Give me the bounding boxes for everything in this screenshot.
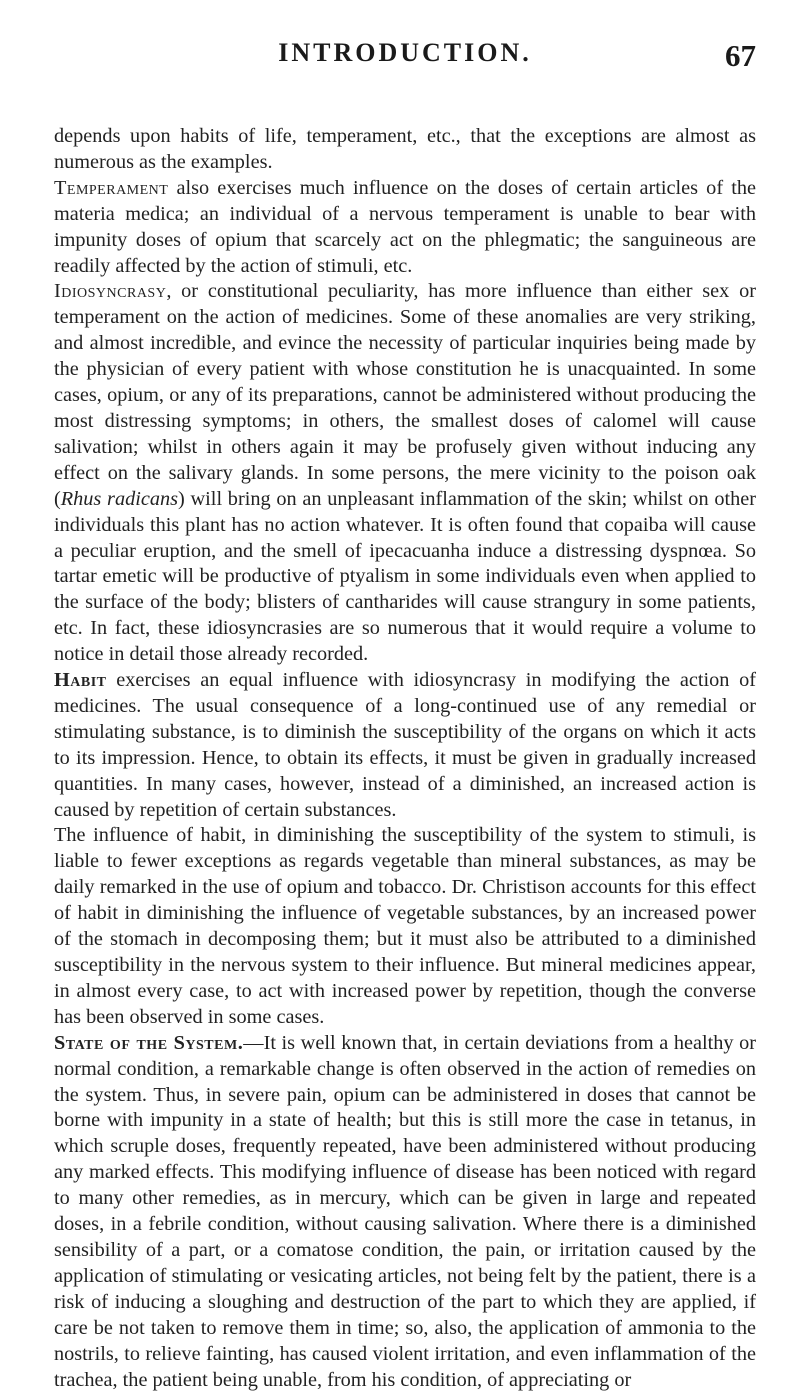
paragraph-state-of-system bbox=[54, 1031, 756, 1393]
paragraph-text-continued: ) will bring on an unpleasant inflammation of the skin; whilst on other individuals this plant has no action whatever. It is often found that copaiba will cause a peculiar eruption, and the smell of ipecacuanha induce a distressing dyspnœa. So tartar emetic will be productive of ptyalism in some individuals even when applied to the surface of the body; blisters of cantharides will cause strangury in some patients, etc. In fact, these idiosyncrasies are so numerous that it would require a volume to notice in detail those already recorded. bbox=[54, 487, 756, 666]
paragraph-text: The influence of habit, in diminishing the susceptibility of the system to stimuli, is liable to fewer exceptions as regards vegetable than mineral substances, as may be daily remarked in the use of opium and tobacco. Dr. Christison accounts for this effect of habit in diminishing the influence of vegetable substances, by an increased power of the stomach in decomposing them; but it must also be attributed to a diminished susceptibility in the nervous system to their influence. But mineral medicines appear, in almost every case, to act with increased power by repetition, though the converse has been observed in some cases. bbox=[54, 824, 756, 1028]
running-title: INTRODUCTION. bbox=[278, 38, 532, 67]
paragraph-text: exercises an equal influence with idiosyncrasy in modifying the action of medicines. The usual consequence of a long-continued use of any remedial or stimulating substance, is to diminish the susceptibility of the organs on which it acts to its impression. Hence, to obtain its effects, it must be given in gradually increased quantities. In many cases, however, instead of a diminished, an increased action is caused by repetition of certain substances. bbox=[54, 669, 756, 821]
paragraph-text: —It is well known that, in certain deviations from a healthy or normal condition, a remarkable change is often observed in the action of remedies on the system. Thus, in severe pain, opium can be administered in doses that cannot be borne with impunity in a state of health; but this is still more the case in tetanus, in which scruple doses, frequently repeated, have been administered without producing any marked effects. This modifying influence of disease has been noticed with regard to many other remedies, as in mercury, which can be given in large and repeated doses, in a febrile condition, without causing salivation. Where there is a diminished sensibility of a part, or a comatose condition, the pain, or irritation caused by the application of stimulating or vesicating articles, not being felt by the patient, there is a risk of inducing a sloughing and destruction of the part to which they are applied, if care be not taken to remove them in time; so, also, the application of ammonia to the nostrils, to relieve fainting, has caused violent irritation, and even inflammation of the trachea, the patient being unable, from his condition, of appreciating or bbox=[54, 1031, 757, 1391]
page-number: 67 bbox=[725, 38, 756, 73]
paragraph-habit-influence bbox=[54, 823, 756, 1030]
paragraph-lead-idiosyncrasy: Idiosyncrasy bbox=[54, 280, 167, 303]
paragraph-lead-temperament: Temperament bbox=[54, 176, 169, 199]
paragraph-habit bbox=[54, 668, 756, 823]
running-head bbox=[54, 38, 756, 98]
paragraph-text: , or constitutional peculiarity, has more influence than either sex or temperament on the action of medicines. Some of these anomalies are very striking, and almost incredible, and evince the necessity of particular inquiries being made by the physician of every patient with whose constitution he is unacquainted. In some cases, opium, or any of its preparations, cannot be administered without producing the most distressing symptoms; in others, the smallest doses of calomel will cause salivation; whilst in others again it may be profusely given without inducing any effect on the salivary glands. In some persons, the mere vicinity to the poison oak ( bbox=[54, 280, 756, 510]
italic-species-name: Rhus radicans bbox=[60, 487, 179, 510]
paragraph-text: also exercises much influence on the doses of certain articles of the materia medica; an individual of a nervous temperament is unable to bear with impunity doses of opium that scarcely act on the phlegmatic; the sanguineous are readily affected by the action of stimuli, etc. bbox=[54, 176, 756, 277]
paragraph-lead-state-of-system: State of the System. bbox=[54, 1031, 244, 1054]
paragraph-continuation bbox=[54, 124, 756, 176]
paragraph-idiosyncrasy bbox=[54, 279, 756, 668]
paragraph-lead-habit: Habit bbox=[54, 669, 107, 692]
paragraph-text: depends upon habits of life, temperament, etc., that the exceptions are almost as numerous as the examples. bbox=[54, 125, 756, 173]
paragraph-temperament bbox=[54, 176, 756, 280]
body-text bbox=[54, 124, 756, 1393]
